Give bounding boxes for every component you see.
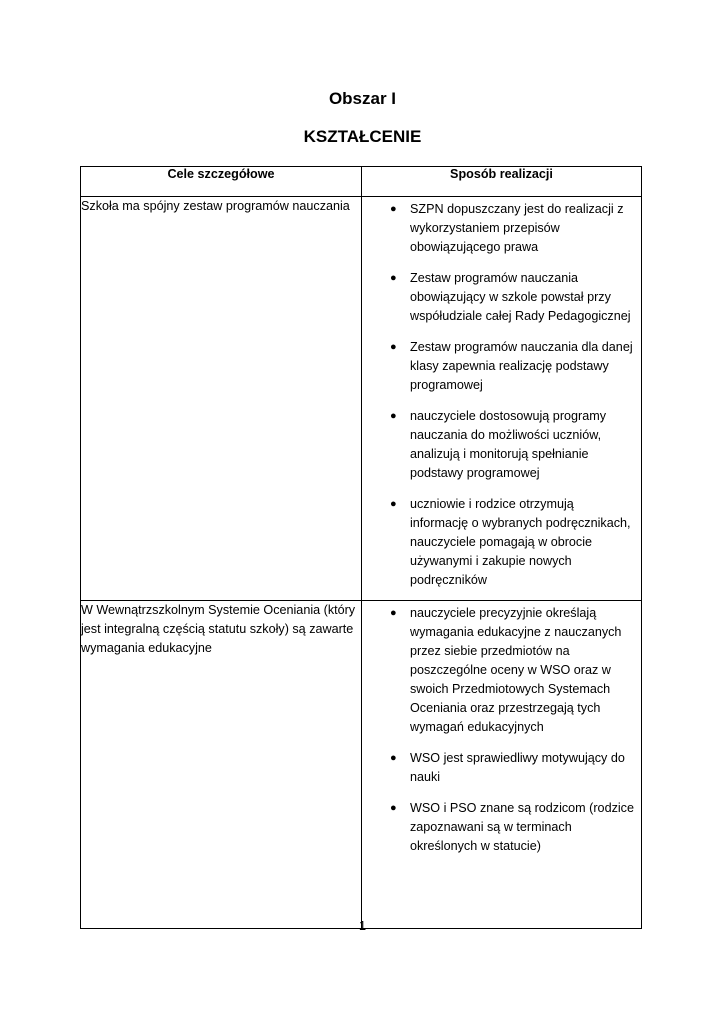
bullet-dot-icon: ● — [390, 802, 397, 814]
bullet-dot-icon: ● — [390, 272, 397, 284]
methods-list — [362, 601, 641, 866]
header-methods: Sposób realizacji — [362, 167, 642, 197]
bullet-dot-icon: ● — [390, 410, 397, 422]
list-item-text: Zestaw programów nauczania obowiązujący w szkole powstał przy współudziale całej Rady Pedagogicznej — [410, 271, 631, 323]
list-item — [362, 269, 635, 326]
goals-table — [80, 166, 642, 929]
header-goals: Cele szczegółowe — [81, 167, 362, 197]
list-item — [362, 604, 635, 737]
list-item-text: uczniowie i rodzice otrzymują informację o wybranych podręcznikach, nauczyciele pomagają w obrocie używanymi i zakupie nowych podręczników — [410, 497, 631, 587]
list-item-text: WSO jest sprawiedliwy motywujący do nauki — [410, 751, 625, 784]
bullet-dot-icon: ● — [390, 607, 397, 619]
table-header-row — [81, 167, 642, 197]
goal-cell: W Wewnątrzszkolnym Systemie Oceniania (który jest integralną częścią statutu szkoły) są zawarte wymagania edukacyjne — [81, 601, 362, 929]
list-item — [362, 407, 635, 483]
goal-cell: Szkoła ma spójny zestaw programów nauczania — [81, 197, 362, 601]
section-title: KSZTAŁCENIE — [303, 127, 422, 146]
methods-cell — [362, 601, 642, 929]
list-item — [362, 749, 635, 787]
page-number: 1 — [358, 918, 367, 933]
bullet-dot-icon: ● — [390, 752, 397, 764]
table-row — [81, 197, 642, 601]
list-item-text: Zestaw programów nauczania dla danej klasy zapewnia realizację podstawy programowej — [410, 340, 633, 392]
list-item — [362, 338, 635, 395]
page-title: Obszar I — [328, 89, 397, 108]
methods-list — [362, 197, 641, 600]
list-item-text: nauczyciele dostosowują programy nauczania do możliwości uczniów, analizują i monitorują spełnianie podstawy programowej — [410, 409, 607, 480]
list-item — [362, 495, 635, 590]
list-item-text: SZPN dopuszczany jest do realizacji z wykorzystaniem przepisów obowiązującego prawa — [410, 202, 624, 254]
bullet-dot-icon: ● — [390, 203, 397, 215]
list-item-text: WSO i PSO znane są rodzicom (rodzice zapoznawani są w terminach określonych w statucie) — [410, 801, 634, 853]
bullet-dot-icon: ● — [390, 341, 397, 353]
table-row — [81, 601, 642, 929]
bullet-dot-icon: ● — [390, 498, 397, 510]
list-item — [362, 200, 635, 257]
methods-cell — [362, 197, 642, 601]
list-item-text: nauczyciele precyzyjnie określają wymagania edukacyjne z nauczanych przez siebie przedmiotów na poszczególne oceny w WSO oraz w swoich Przedmiotowych Systemach Oceniania oraz przestrzegają tych wymagań edukacyjnych — [410, 606, 622, 734]
list-item — [362, 799, 635, 856]
